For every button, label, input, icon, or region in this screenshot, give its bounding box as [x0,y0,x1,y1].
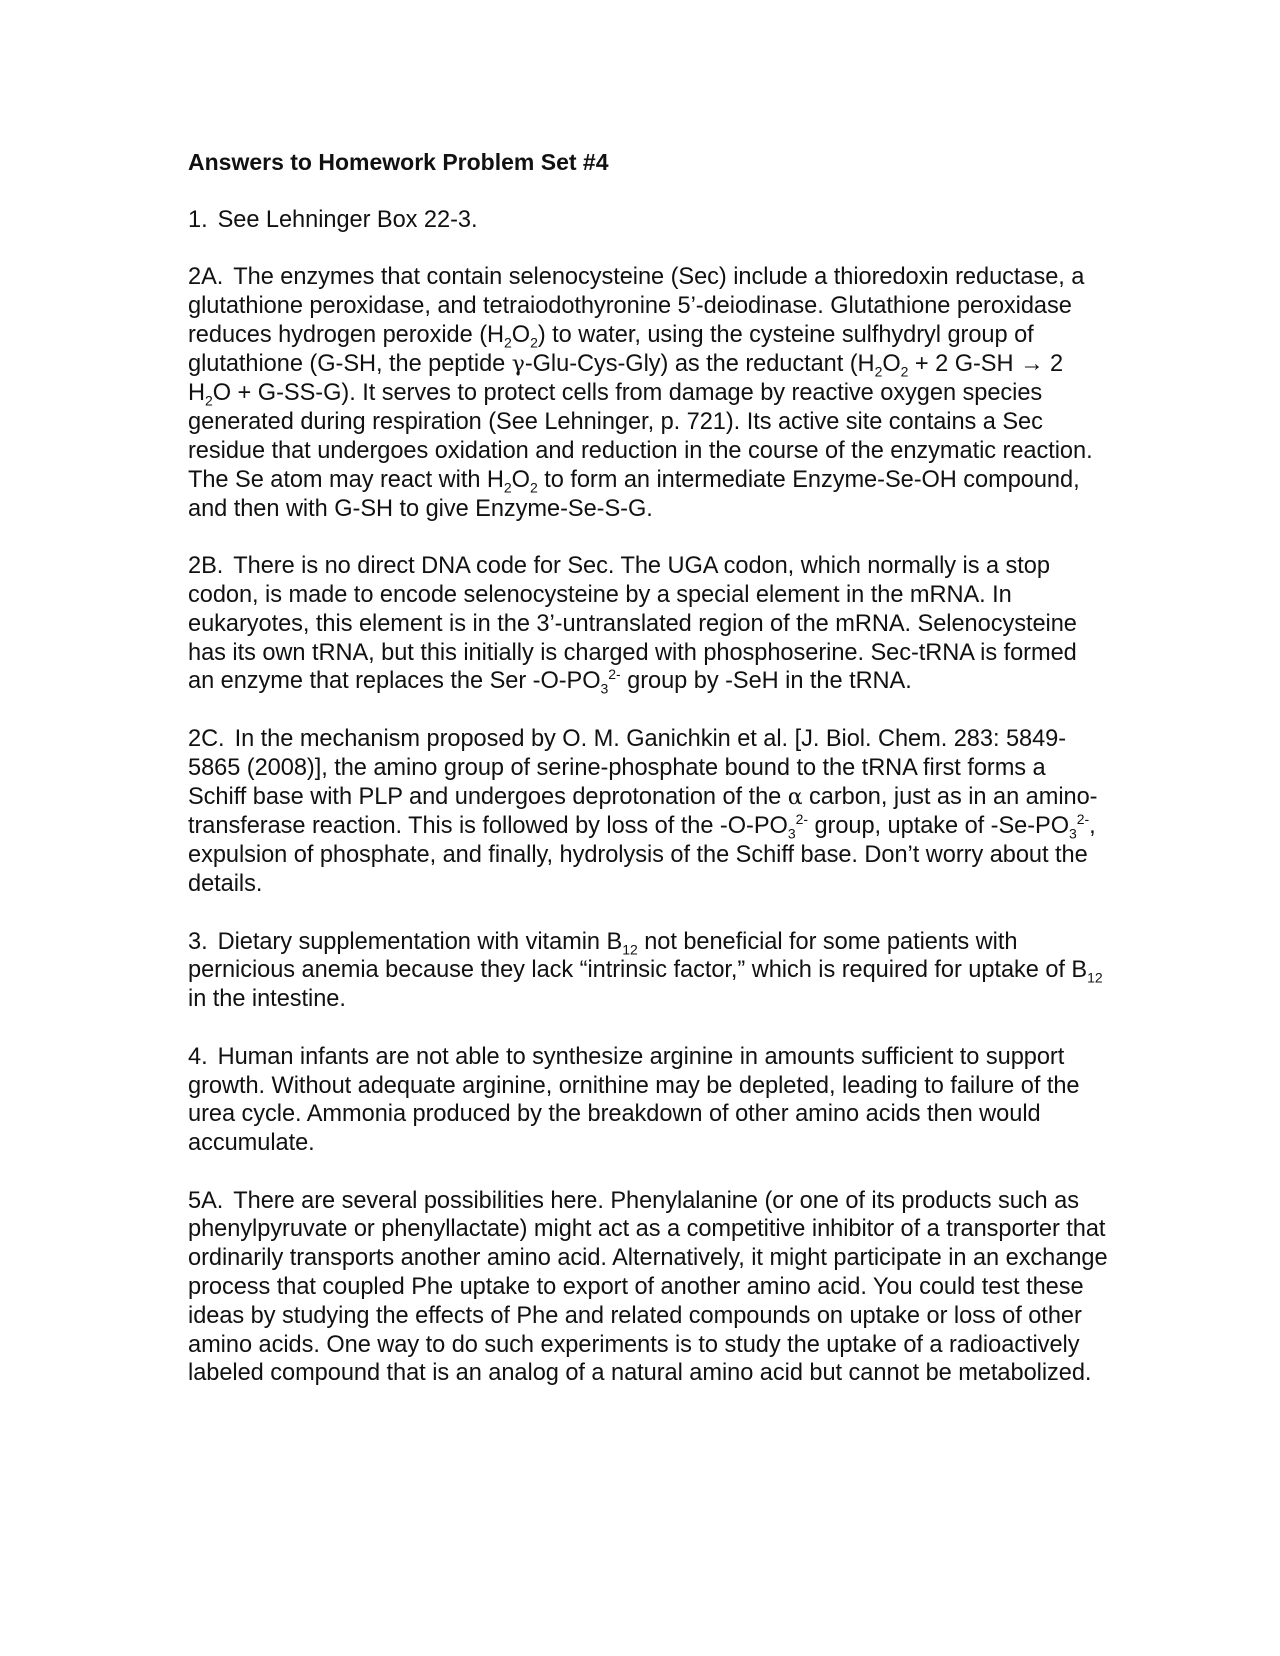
subscript: 2 [529,479,538,496]
answer-text: -Glu-Cys-Gly) as the reductant (H [524,350,875,377]
answer-text: ) to water, using the cysteine sulfhydryl group of glutathione (G-SH, the peptide [188,321,1034,377]
answer-3 [188,928,1108,1014]
answer-text: group by -SeH in the tRNA. [620,668,912,695]
answer-2b [188,552,1108,696]
subscript: 3 [787,826,796,843]
answer-5a [188,1187,1108,1389]
document-title: Answers to Homework Problem Set #4 [188,149,609,175]
answer-text: There are several possibilities here. Phenylalanine (or one of its products such as phenylpyruvate or phenyllactate) might act as a competitive inhibitor of a transporter that ordinarily transports another amino acid. Alternatively, it might participate in an exchange process that coupled Phe uptake to export of another amino acid. You could test these ideas by studying the effects of Phe and related compounds on uptake or loss of other amino acids. One way to do such experiments is to study the uptake of a radioactively labeled compound that is an analog of a natural amino acid but cannot be metabolized. [188,1187,1108,1387]
answer-number: 3. [188,928,208,955]
gamma-symbol: γ [511,351,525,377]
answer-text: in the intestine. [188,986,346,1013]
subscript: 2 [900,363,909,380]
answer-number: 2B. [188,553,224,580]
answer-number: 2C. [188,725,225,752]
subscript: 2 [205,393,213,410]
answer-text: In the mechanism proposed by O. M. Ganichkin et al. [J. Biol. Chem. 283: 5849-5865 (2008)], the amino group of serine-phosphate bound to the tRNA first forms a Schiff base with PLP and undergoes deprotonation of the [188,725,1067,810]
subscript: 3 [600,681,609,698]
answer-text: to form an intermediate Enzyme-Se-OH compound, and then with G-SH to give Enzyme-Se-S-G. [188,466,1080,522]
answer-1 [188,206,1108,235]
answer-4 [188,1043,1108,1158]
subscript: 2 [503,479,512,496]
subscript: 2 [504,334,512,351]
answer-text: + 2 G-SH → 2 H [188,350,1064,407]
answer-text: The enzymes that contain selenocysteine (Sec) include a thioredoxin reductase, a glutathione peroxidase, and tetraiodothyronine 5’-deiodinase. Glutathione peroxidase reduces hydrogen peroxide (H [188,264,1085,348]
answer-number: 4. [188,1043,208,1070]
answer-text: O + G-SS-G). It serves to protect cells from damage by reactive oxygen species generated during respiration (See Lehninger, p. 721). Its active site contains a Sec residue that undergoes oxidation and reduction in the course of the enzymatic reaction. The Se atom may react with H [188,380,1093,493]
superscript: 2- [608,666,621,683]
answer-text: carbon, just as in an amino-transferase reaction. This is followed by loss of the -O-PO [188,783,1098,840]
text-o: O [511,321,531,348]
superscript: 2- [1076,811,1090,828]
subscript: 12 [1087,970,1103,987]
answer-text: There is no direct DNA code for Sec. The UGA codon, which normally is a stop codon, is made to encode selenocysteine by a special element in the mRNA. In eukaryotes, this element is in the 3’-untranslated region of the mRNA. Selenocysteine has its own tRNA, but this initially is charged with phosphoserine. Sec-tRNA is formed an enzyme that replaces the Ser -O-PO [188,553,1077,695]
subscript: 12 [622,941,638,958]
answer-2a [188,263,1108,523]
subscript: 2 [530,334,538,351]
answer-text: Human infants are not able to synthesize arginine in amounts sufficient to support growth. Without adequate arginine, ornithine may be depleted, leading to failure of the urea cycle. Ammonia produced by the breakdown of other amino acids then would accumulate. [188,1043,1080,1157]
answer-text: not beneficial for some patients with pernicious anemia because they lack “intrinsic factor,” which is required for uptake of B [188,928,1088,984]
subscript: 2 [874,363,883,380]
answer-text: , expulsion of phosphate, and finally, hydrolysis of the Schiff base. Don’t worry about the details. [188,813,1096,897]
alpha-symbol: α [787,784,803,810]
answer-number: 1. [188,206,208,233]
answer-text: Dietary supplementation with vitamin B [217,928,623,955]
document-body [188,148,1108,1388]
answer-number: 2A. [188,264,224,291]
subscript: 3 [1069,826,1077,843]
answer-text: See Lehninger Box 22-3. [217,206,478,233]
answer-number: 5A. [188,1187,224,1214]
superscript: 2- [795,811,808,828]
answer-text: group, uptake of -Se-PO [807,813,1070,840]
text-o: O [882,350,901,377]
answer-2c [188,725,1108,899]
text-o: O [511,466,530,493]
